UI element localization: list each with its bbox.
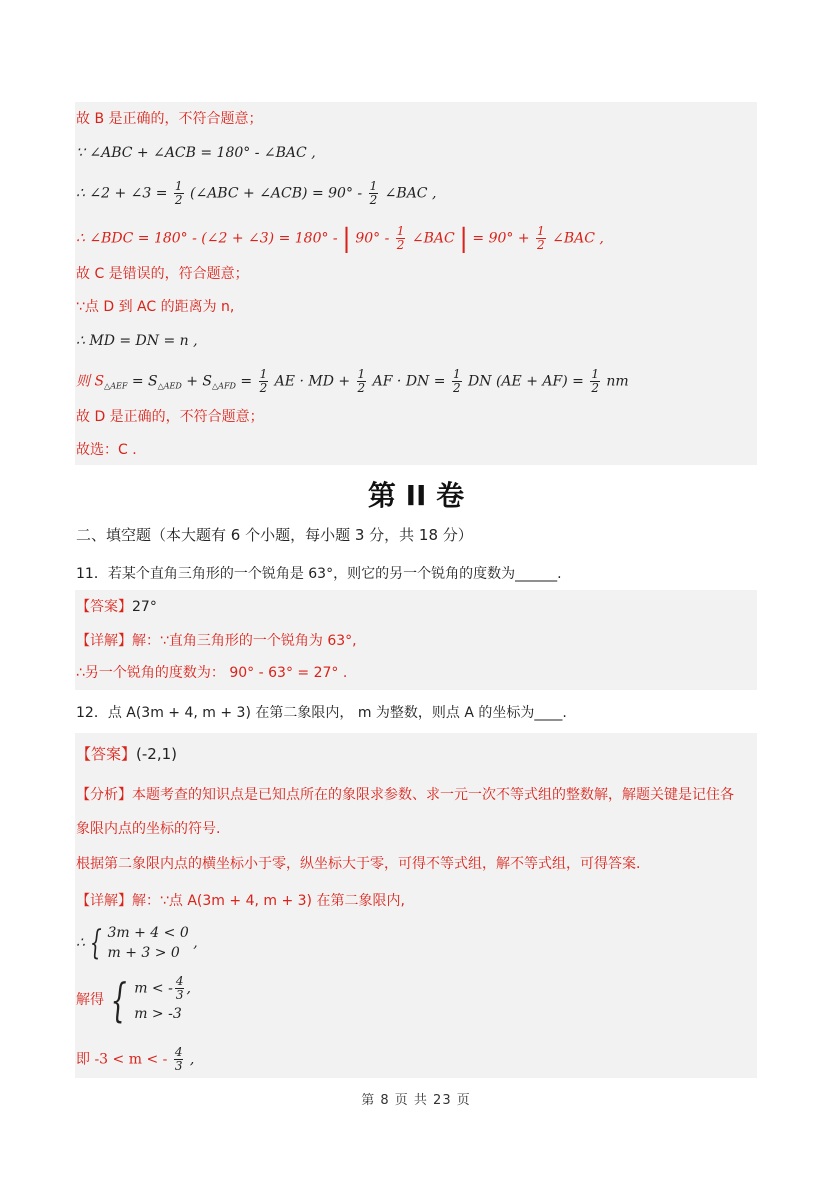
sys-line-1 bbox=[134, 975, 191, 1002]
text: 则 S bbox=[76, 373, 105, 390]
sys-line-2: m > -3 bbox=[134, 1005, 182, 1022]
text: ∴ bbox=[76, 935, 85, 951]
answer-tag: 【答案】 bbox=[76, 745, 137, 763]
fraction-half bbox=[452, 368, 462, 395]
text: , bbox=[193, 935, 198, 951]
frac-num: 4 bbox=[175, 973, 184, 988]
line-distance-n: ∵点 D 到 AC 的距离为 n, bbox=[76, 299, 235, 315]
answer-value: 27° bbox=[132, 599, 157, 615]
answer-tag: 【答案】 bbox=[76, 599, 132, 615]
text: , bbox=[189, 1051, 195, 1068]
text: 解得 bbox=[76, 992, 104, 1008]
frac-den: 2 bbox=[537, 238, 545, 252]
fraction-half bbox=[369, 180, 379, 207]
fraction-four-thirds bbox=[174, 1046, 184, 1073]
text: DN (AE + AF) = bbox=[468, 373, 584, 390]
frac-den: 2 bbox=[591, 381, 599, 395]
subscript: △AED bbox=[157, 381, 182, 391]
text: + S bbox=[186, 373, 213, 390]
q12-analysis-1 bbox=[76, 786, 734, 804]
frac-num: 1 bbox=[357, 367, 366, 381]
text: = 90° + bbox=[472, 230, 530, 247]
abs-bar-right: | bbox=[459, 223, 468, 254]
line-bdc bbox=[76, 225, 604, 252]
fraction-half bbox=[357, 368, 367, 395]
text: ∠BAC , bbox=[552, 230, 604, 247]
frac-den: 3 bbox=[174, 1059, 183, 1073]
detail-tag: 【详解】 bbox=[76, 893, 132, 909]
frac-den: 2 bbox=[396, 238, 405, 252]
frac-num: 1 bbox=[396, 224, 405, 238]
line-angle-sum: ∵ ∠ABC + ∠ACB = 180° - ∠BAC , bbox=[76, 145, 316, 161]
frac-num: 1 bbox=[174, 179, 183, 193]
system bbox=[107, 923, 188, 963]
abs-bar-left: | bbox=[342, 223, 351, 254]
text: = S bbox=[131, 373, 158, 390]
frac-den: 2 bbox=[259, 381, 268, 395]
question-11: 11．若某个直角三角形的一个锐角是 63°，则它的另一个锐角的度数为______. bbox=[76, 566, 562, 582]
analysis-text: 本题考查的知识点是已知点所在的象限求参数、求一元一次不等式组的整数解，解题关键是记住各 bbox=[132, 787, 734, 803]
page-footer: 第 8 页 共 23 页 bbox=[361, 1093, 471, 1108]
question-12: 12．点 A(3m + 4, m + 3) 在第二象限内， m 为整数，则点 A 的坐标为____. bbox=[76, 705, 567, 721]
text: = bbox=[240, 373, 253, 390]
text: m < - bbox=[134, 980, 173, 996]
q11-detail2: ∴另一个锐角的度数为： 90° - 63° = 27° . bbox=[76, 665, 348, 681]
line-md-dn: ∴ MD = DN = n , bbox=[76, 333, 198, 349]
frac-num: 1 bbox=[591, 367, 599, 381]
section-heading: 二、填空题（本大题有 6 个小题，每小题 3 分，共 18 分） bbox=[76, 526, 473, 544]
q12-inequality-system bbox=[76, 922, 198, 964]
q12-final bbox=[76, 1046, 194, 1073]
analysis-tag: 【分析】 bbox=[76, 787, 132, 803]
line-area bbox=[76, 368, 629, 396]
frac-num: 1 bbox=[259, 367, 268, 381]
q12-answer bbox=[76, 745, 177, 763]
line-angle-half bbox=[76, 180, 436, 207]
q12-detail bbox=[76, 892, 405, 910]
text: AE · MD + bbox=[274, 373, 351, 390]
frac-den: 3 bbox=[175, 987, 184, 1002]
subscript: △AEF bbox=[104, 381, 128, 391]
text: 即 -3 < m < - bbox=[76, 1051, 168, 1068]
fraction-half bbox=[396, 225, 406, 252]
sys-line-2: m + 3 > 0 bbox=[107, 945, 180, 961]
left-brace: { bbox=[111, 973, 128, 1027]
left-brace: { bbox=[90, 923, 103, 963]
text: ∴ ∠BDC = 180° - (∠2 + ∠3) = 180° - bbox=[76, 230, 338, 247]
line-b-correct: 故 B 是正确的，不符合题意； bbox=[76, 111, 263, 127]
system bbox=[134, 975, 191, 1026]
frac-den: 2 bbox=[369, 193, 378, 207]
q12-analysis-2: 象限内点的坐标的符号. bbox=[76, 821, 221, 837]
q11-answer bbox=[76, 598, 157, 616]
fraction-half bbox=[590, 368, 600, 395]
q12-analysis-3: 根据第二象限内点的横坐标小于零，纵坐标大于零，可得不等式组，解不等式组，可得答案. bbox=[76, 856, 641, 872]
frac-den: 2 bbox=[452, 381, 461, 395]
frac-den: 2 bbox=[174, 193, 183, 207]
frac-num: 4 bbox=[174, 1045, 183, 1059]
line-c-wrong: 故 C 是错误的，符合题意； bbox=[76, 266, 249, 282]
frac-num: 1 bbox=[369, 179, 378, 193]
frac-num: 1 bbox=[537, 224, 545, 238]
text: ∠BAC , bbox=[384, 185, 437, 202]
detail-text: 解：∵直角三角形的一个锐角为 63°, bbox=[132, 633, 357, 649]
text: ∴ ∠2 + ∠3 = bbox=[76, 185, 168, 202]
line-choice: 故选：C . bbox=[76, 442, 137, 458]
text: AF · DN = bbox=[372, 373, 446, 390]
section-title: 第 II 卷 bbox=[367, 479, 465, 512]
text: 90° - bbox=[355, 230, 390, 247]
text: , bbox=[186, 980, 191, 996]
fraction-half bbox=[174, 180, 184, 207]
text: nm bbox=[606, 373, 629, 390]
frac-den: 2 bbox=[357, 381, 366, 395]
q11-detail bbox=[76, 632, 357, 650]
fraction-half bbox=[259, 368, 269, 395]
subscript: △AFD bbox=[212, 381, 236, 391]
frac-num: 1 bbox=[452, 367, 461, 381]
q12-solution-system bbox=[76, 972, 191, 1028]
text: (∠ABC + ∠ACB) = 90° - bbox=[190, 185, 363, 202]
detail-text: 解：∵点 A(3m + 4, m + 3) 在第二象限内, bbox=[132, 893, 405, 909]
detail-tag: 【详解】 bbox=[76, 633, 132, 649]
text: ∠BAC bbox=[411, 230, 455, 247]
sys-line-1: 3m + 4 < 0 bbox=[107, 925, 189, 941]
fraction-four-thirds bbox=[175, 975, 185, 1002]
line-d-correct: 故 D 是正确的，不符合题意； bbox=[76, 409, 264, 425]
answer-value: (-2,1) bbox=[136, 745, 177, 763]
fraction-half bbox=[536, 225, 546, 252]
